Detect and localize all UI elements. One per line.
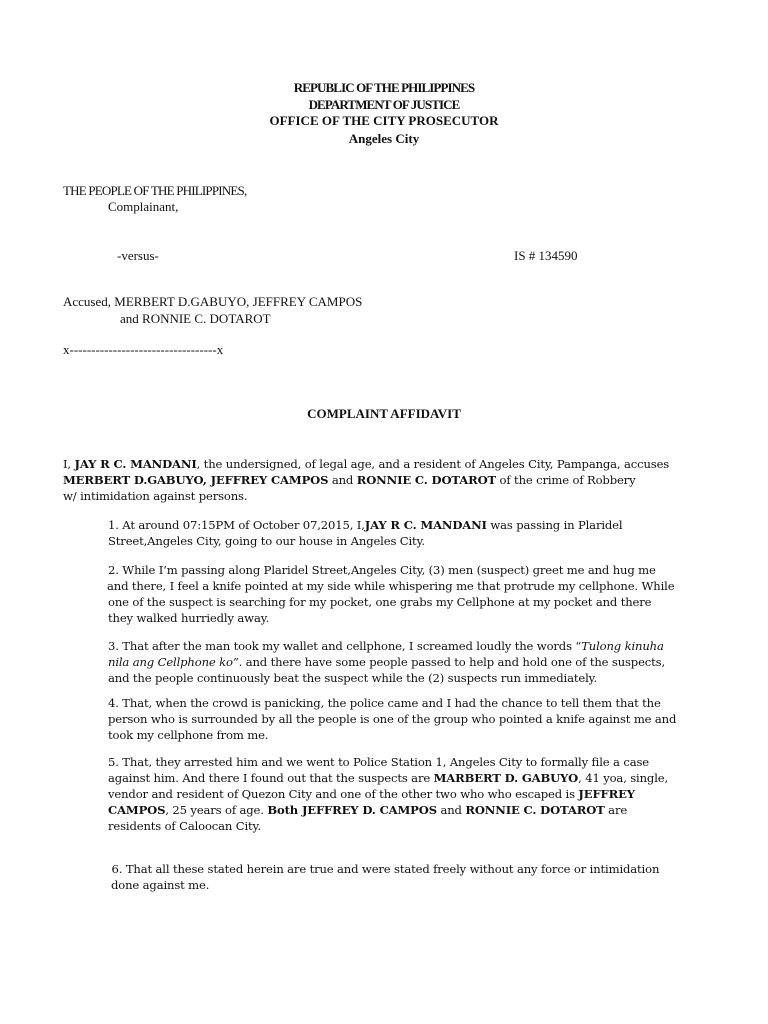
suspect-name: CAMPOS: [108, 803, 166, 817]
p4-text: 4. That, when the crowd is panicking, the police came and I had the chance to tell them that the: [108, 696, 661, 710]
intro-text: I,: [63, 457, 75, 471]
p4-text: took my cellphone from me.: [108, 728, 269, 742]
p6-text: 6. That all these stated herein are true and were stated freely without any force or intimidation: [108, 862, 660, 876]
p3-text: and the people continuously beat the suspect while the (2) suspects run immediately.: [108, 671, 598, 685]
p5-text: 5. That, they arrested him and we went to Police Station 1, Angeles City to formally file a case: [108, 755, 649, 769]
paragraph-3: [108, 638, 665, 686]
caption-people: THE PEOPLE OF THE PHILIPPINES,: [63, 183, 247, 198]
intro-text: of the crime of Robbery: [496, 473, 636, 487]
p2-text: they walked hurriedly away.: [108, 611, 270, 625]
suspect-name: JEFFREY: [578, 787, 635, 801]
paragraph-6: [108, 861, 659, 893]
complainant-name: JAY R C. MANDANI: [364, 518, 487, 532]
paragraph-4: [108, 695, 676, 743]
p2-text: 2. While I’m passing along Plaridel Street,Angeles City, (3) men (suspect) greet me and hug me: [108, 563, 656, 577]
p2-text: and there, I feel a knife pointed at my side while whispering me that protrude my cellphone. While: [107, 579, 675, 593]
p1-text: 1. At around 07:15PM of October 07,2015, I,: [108, 518, 365, 532]
case-number: IS # 134590: [514, 248, 578, 263]
complainant-name: JAY R C. MANDANI: [74, 457, 197, 471]
p1-text: Street,Angeles City, going to our house in Angeles City.: [108, 534, 425, 548]
p5-text: , 25 years of age.: [165, 803, 268, 817]
paragraph-5: [108, 754, 668, 834]
intro-paragraph: [63, 456, 669, 504]
header-republic: REPUBLIC OF THE PHILIPPINES: [293, 80, 475, 95]
intro-text: and: [328, 473, 357, 487]
caption-accused: Accused, MERBERT D.GABUYO, JEFFREY CAMPOS: [63, 294, 363, 309]
p5-text: and: [436, 803, 466, 817]
header-department: DEPARTMENT OF JUSTICE: [308, 97, 460, 112]
suspect-name: MARBERT D. GABUYO: [433, 771, 579, 785]
p5-text: against him. And there I found out that the suspects are: [108, 771, 434, 785]
p2-text: one of the suspect is searching for my pocket, one grabs my Cellphone at my pocket and there: [108, 595, 652, 609]
accused-name: RONNIE C. DOTAROT: [356, 473, 497, 487]
suspect-names: Both JEFFREY D. CAMPOS: [267, 803, 437, 817]
p5-text: are: [604, 803, 628, 817]
caption-accused-cont: and RONNIE C. DOTAROT: [120, 311, 271, 326]
p3-text: and there have some people passed to help and hold one of the suspects,: [242, 655, 665, 669]
intro-text: , the undersigned, of legal age, and a resident of Angeles City, Pampanga, accuses: [196, 457, 670, 471]
caption-complainant: Complainant,: [108, 199, 179, 214]
p1-text: was passing in Plaridel: [486, 518, 623, 532]
header-city: Angeles City: [348, 131, 420, 146]
quoted-words: Tulong kinuha: [581, 639, 664, 653]
suspect-name: RONNIE C. DOTAROT: [465, 803, 605, 817]
paragraph-1: [108, 517, 622, 549]
p3-text: 3. That after the man took my wallet and cellphone, I screamed loudly the words “: [108, 639, 582, 653]
caption-separator: x----------------------------------x: [63, 342, 224, 357]
p4-text: person who is surrounded by all the people is one of the group who pointed a knife against me and: [108, 712, 677, 726]
p5-text: residents of Caloocan City.: [108, 819, 261, 833]
paragraph-2: [108, 562, 674, 626]
caption-versus: -versus-: [117, 248, 159, 263]
p6-text: done against me.: [111, 878, 210, 892]
document-title: COMPLAINT AFFIDAVIT: [307, 406, 461, 421]
p5-text: , 41 yoa, single,: [578, 771, 669, 785]
quoted-words: nila ang Cellphone ko”.: [108, 655, 243, 669]
header-office: OFFICE OF THE CITY PROSECUTOR: [269, 113, 499, 128]
intro-text: w/ intimidation against persons.: [63, 489, 248, 503]
accused-names: MERBERT D.GABUYO, JEFFREY CAMPOS: [63, 473, 329, 487]
p5-text: vendor and resident of Quezon City and one of the other two who who escaped is: [108, 787, 579, 801]
